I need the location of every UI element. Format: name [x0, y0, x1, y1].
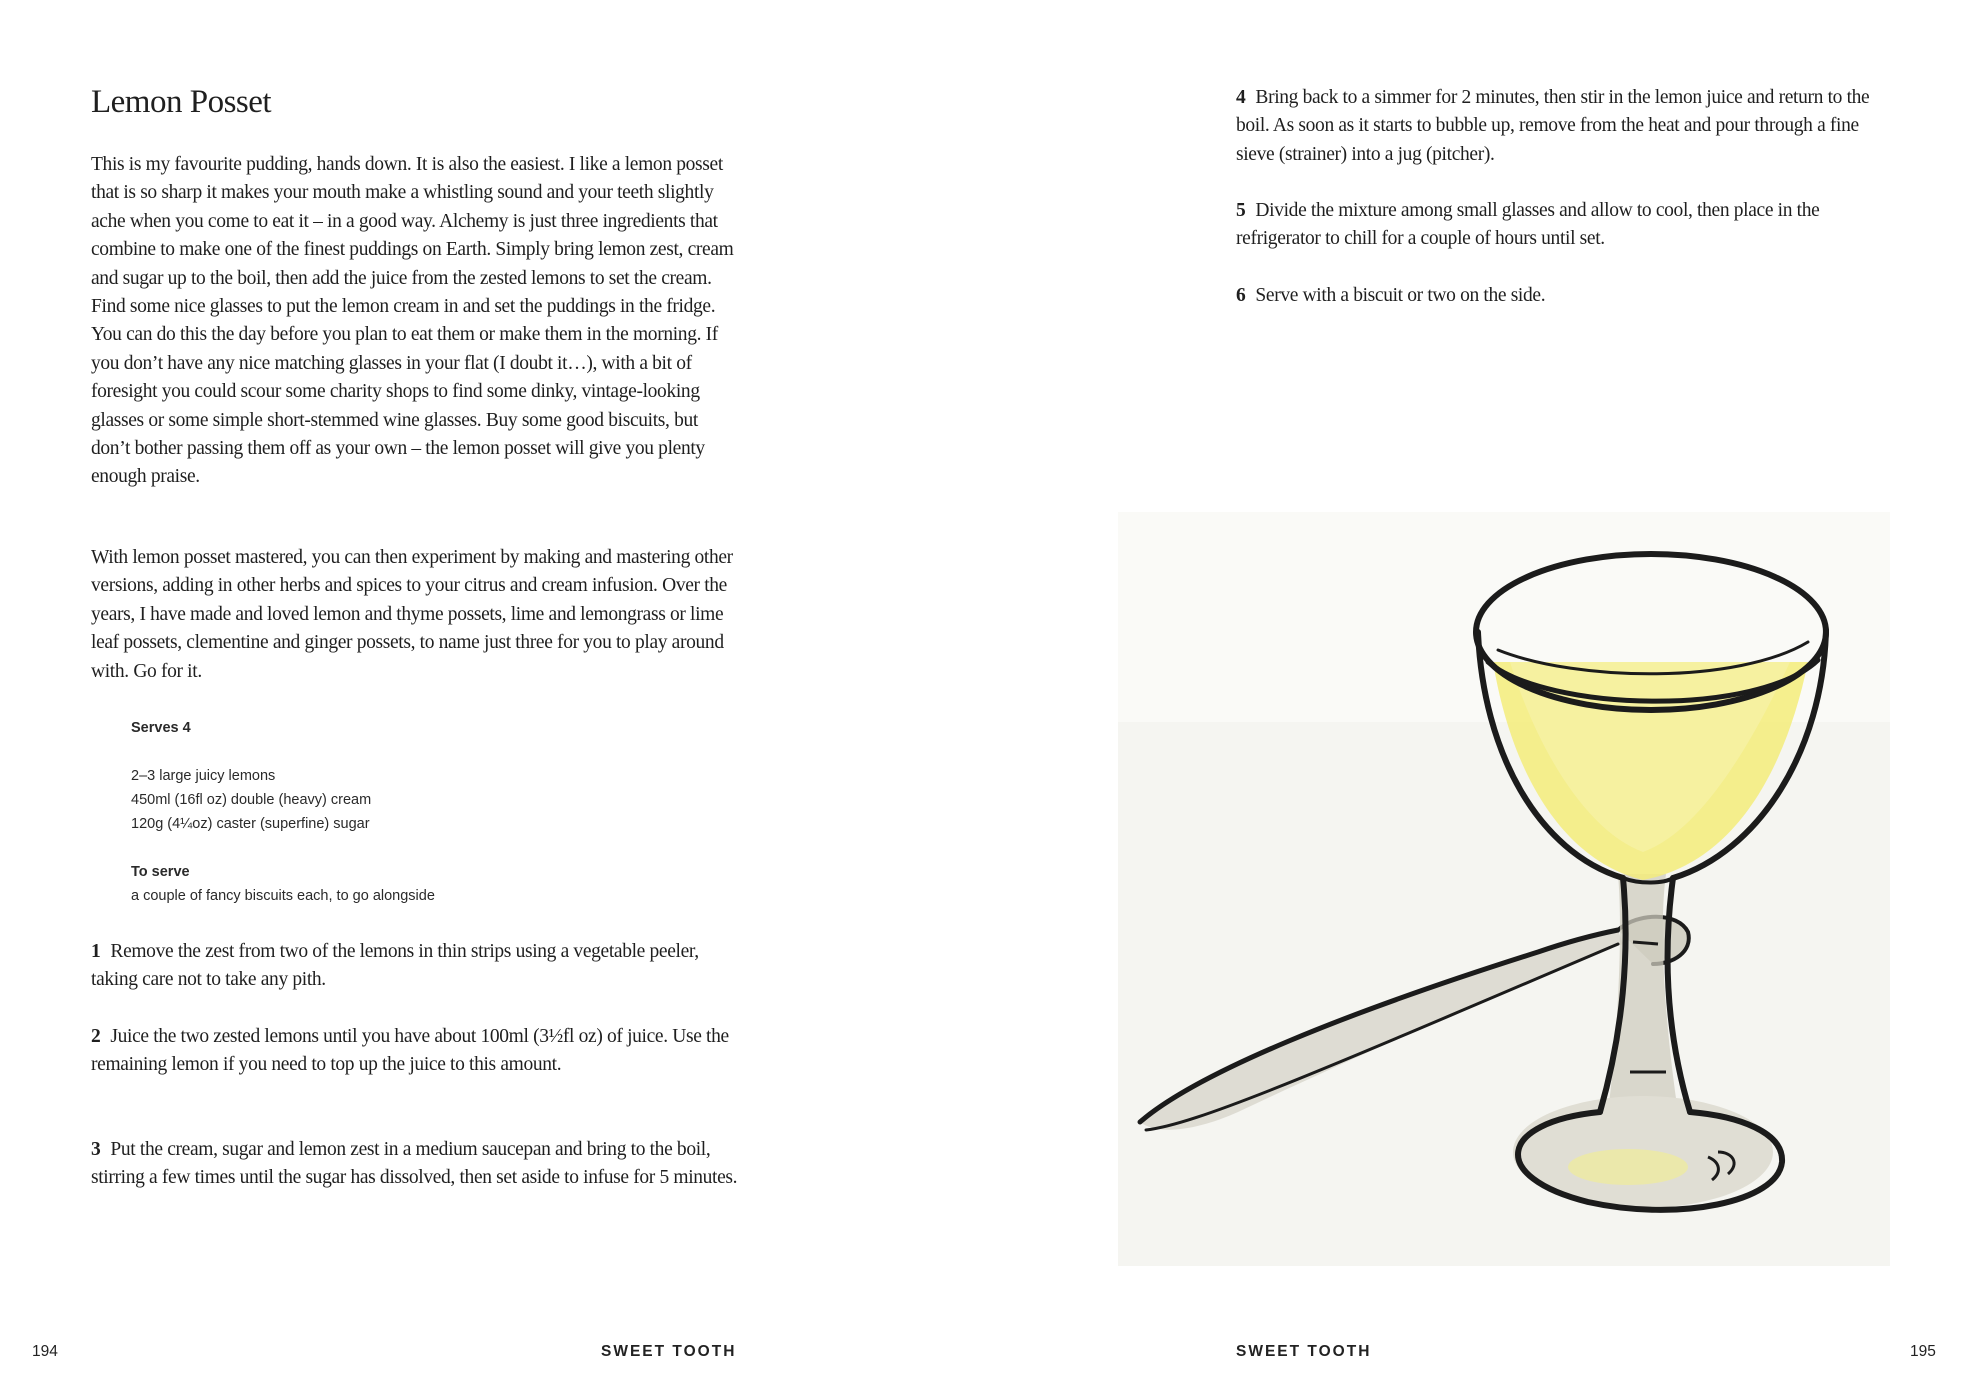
page-number-right: 195: [1910, 1343, 1936, 1360]
to-serve-heading: To serve: [131, 864, 190, 880]
ingredient-item: 120g (4¼oz) caster (superfine) sugar: [131, 816, 370, 832]
step-text: Juice the two zested lemons until you have about 100ml (3½fl oz) of juice. Use the remaining lemon if you need to top up the juice to this amount.: [91, 1026, 729, 1076]
running-head-left: SWEET TOOTH: [601, 1343, 737, 1360]
running-head-right: SWEET TOOTH: [1236, 1343, 1372, 1360]
recipe-title: Lemon Posset: [91, 84, 272, 120]
intro-paragraph: With lemon posset mastered, you can then experiment by making and mastering other versions, adding in other herbs and spices to your citrus and cream infusion. Over the years, I have made and loved lemon and thyme possets, lime and lemongrass or lime leaf possets, clementine and ginger possets, to name just three for you to play around with. Go for it.: [91, 547, 733, 682]
method-step: [1236, 84, 1896, 169]
posset-glass-icon: [1118, 512, 1890, 1266]
page-number-left: 194: [32, 1343, 58, 1360]
method-step: [91, 938, 741, 995]
step-number: 5: [1236, 200, 1246, 221]
method-step: [1236, 197, 1896, 254]
step-text: Remove the zest from two of the lemons in thin strips using a vegetable peeler, taking care not to take any pith.: [91, 941, 699, 991]
step-number: 1: [91, 941, 101, 962]
step-number: 4: [1236, 87, 1246, 108]
ingredients-block: [131, 716, 691, 908]
intro-paragraph: This is my favourite pudding, hands down. It is also the easiest. I like a lemon posset that is so sharp it makes your mouth make a whistling sound and your teeth slightly ache when you come to eat it – in a good way. Alchemy is just three ingredients that combine to make one of the finest puddings on Earth. Simply bring lemon zest, cream and sugar up to the boil, then add the juice from the zested lemons to set the cream. Find some nice glasses to put the lemon cream in and set the puddings in the fridge. You can do this the day before you plan to eat them or make them in the morning. If you don’t have any nice matching glasses in your flat (I doubt it…), with a bit of foresight you could scour some charity shops to find some dinky, vintage-looking glasses or some simple short-stemmed wine glasses. Buy some good biscuits, but don’t bother passing them off as your own – the lemon posset will give you plenty enough praise.: [91, 154, 734, 488]
step-text: Divide the mixture among small glasses and allow to cool, then place in the refrigerator to chill for a couple of hours until set.: [1236, 200, 1820, 250]
step-number: 2: [91, 1026, 101, 1047]
to-serve-item: a couple of fancy biscuits each, to go alongside: [131, 888, 435, 904]
step-text: Serve with a biscuit or two on the side.: [1255, 285, 1546, 306]
method-step: [91, 1136, 741, 1193]
ingredient-item: 2–3 large juicy lemons: [131, 768, 276, 784]
step-text: Put the cream, sugar and lemon zest in a medium saucepan and bring to the boil, stirring a few times until the sugar has dissolved, then set aside to infuse for 5 minutes.: [91, 1139, 738, 1189]
serves-label: Serves 4: [131, 720, 191, 736]
ingredient-item: 450ml (16fl oz) double (heavy) cream: [131, 792, 372, 808]
method-step: [1236, 282, 1896, 310]
step-number: 3: [91, 1139, 101, 1160]
method-step: [91, 1023, 741, 1080]
posset-illustration: [1118, 512, 1890, 1266]
step-number: 6: [1236, 285, 1246, 306]
step-text: Bring back to a simmer for 2 minutes, then stir in the lemon juice and return to the boil. As soon as it starts to bubble up, remove from the heat and pour through a fine sieve (strainer) into a jug (pitcher).: [1236, 87, 1870, 165]
